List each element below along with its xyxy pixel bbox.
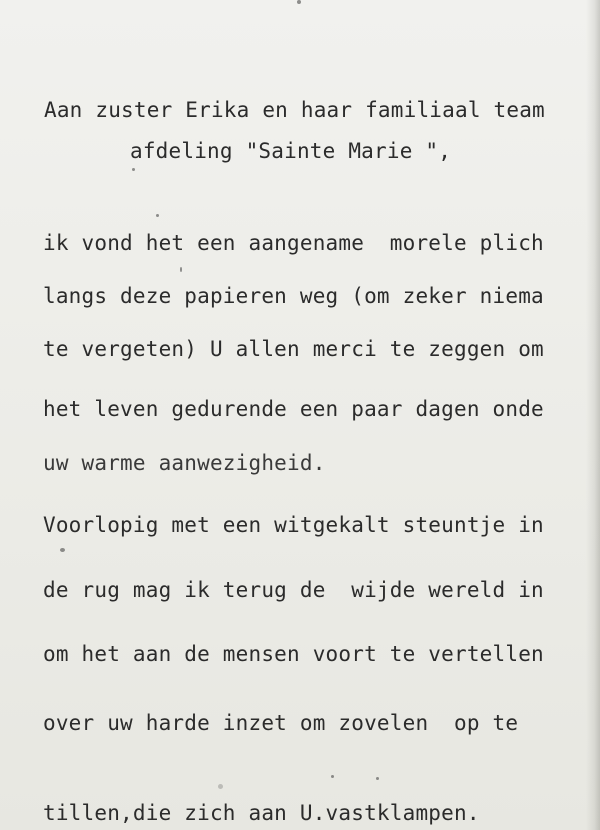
ink-speck <box>331 775 334 778</box>
ink-speck <box>156 214 159 217</box>
body-line-3: te vergeten) U allen merci te zeggen om <box>43 337 544 361</box>
ink-speck <box>376 777 379 780</box>
body-line-10: tillen,die zich aan U.vastklampen. <box>43 801 480 825</box>
salutation-line-2: afdeling "Sainte Marie ", <box>130 139 452 163</box>
body-line-2: langs deze papieren weg (om zeker niema <box>43 284 544 308</box>
body-line-6: Voorlopig met een witgekalt steuntje in <box>43 513 544 537</box>
ink-speck <box>60 548 65 552</box>
ink-speck <box>180 267 182 272</box>
body-line-5: uw warme aanwezigheid. <box>43 451 326 475</box>
salutation-line-1: Aan zuster Erika en haar familiaal team <box>44 98 545 122</box>
ink-speck <box>132 168 135 171</box>
body-line-8: om het aan de mensen voort te vertellen <box>43 642 544 666</box>
body-line-1: ik vond het een aangename morele plich <box>43 231 544 255</box>
ink-speck <box>297 0 301 4</box>
paper-edge-shadow <box>586 0 600 830</box>
body-line-7: de rug mag ik terug de wijde wereld in <box>43 578 544 602</box>
body-line-4: het leven gedurende een paar dagen onde <box>43 397 544 421</box>
body-line-9: over uw harde inzet om zovelen op te <box>43 711 519 735</box>
ink-smudge <box>218 784 223 789</box>
